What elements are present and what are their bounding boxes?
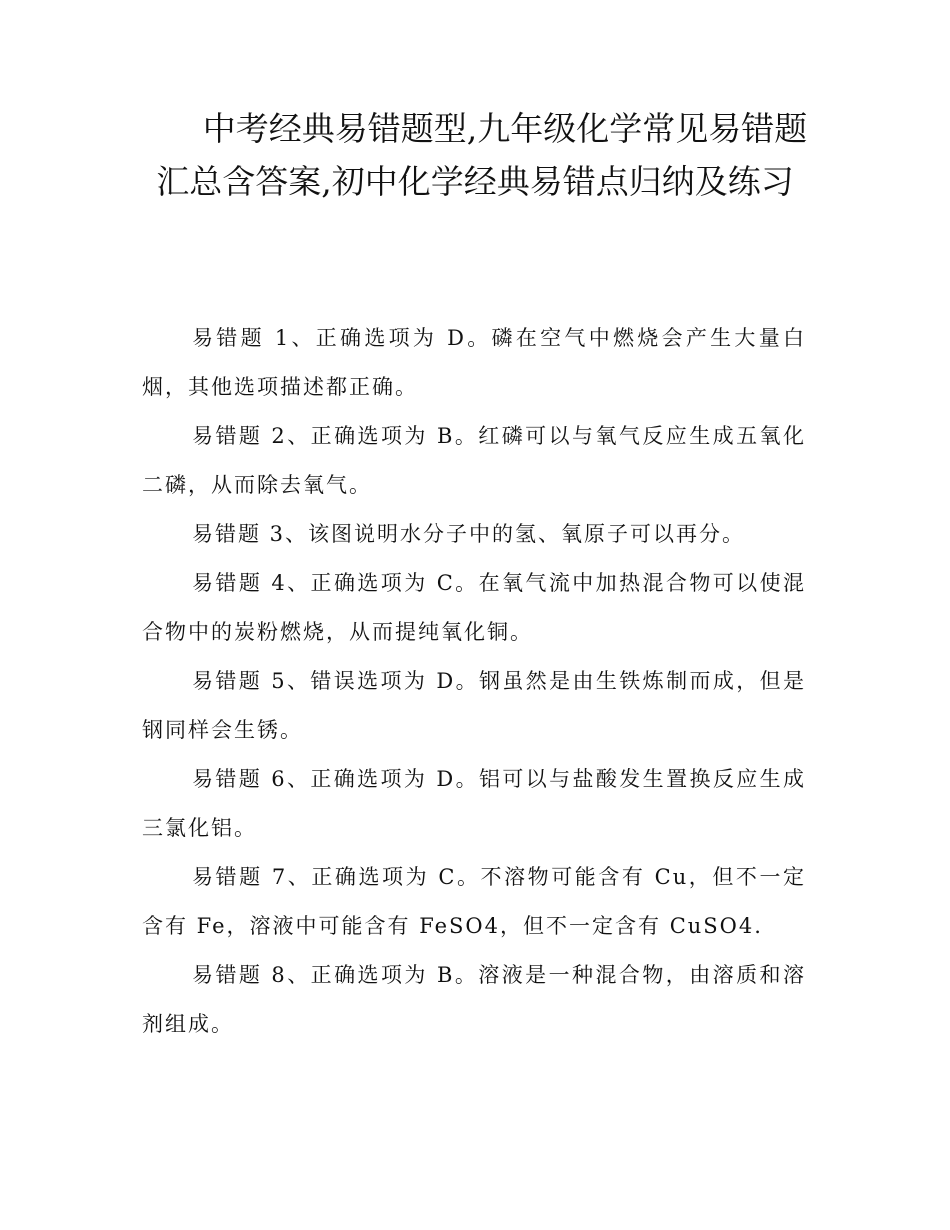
document-body [142, 314, 806, 1049]
answer-paragraph-5: 易错题 5、错误选项为 D。钢虽然是由生铁炼制而成，但是钢同样会生锈。 [142, 669, 806, 742]
answer-paragraph-3: 易错题 3、该图说明水分子中的氢、氧原子可以再分。 [192, 522, 746, 546]
answer-paragraph-8: 易错题 8、正确选项为 B。溶液是一种混合物，由溶质和溶剂组成。 [142, 963, 806, 1036]
answer-paragraph-7: 易错题 7、正确选项为 C。不溶物可能含有 Cu，但不一定含有 Fe，溶液中可能含有 FeSO4，但不一定含有 CuSO4. [142, 865, 806, 938]
answer-paragraph-4: 易错题 4、正确选项为 C。在氧气流中加热混合物可以使混合物中的炭粉燃烧，从而提纯氧化铜。 [142, 571, 806, 644]
answer-paragraph-2: 易错题 2、正确选项为 B。红磷可以与氧气反应生成五氧化二磷，从而除去氧气。 [142, 424, 806, 497]
document-title: 中考经典易错题型,九年级化学常见易错题汇总含答案,初中化学经典易错点归纳及练习 [156, 109, 808, 201]
answer-paragraph-6: 易错题 6、正确选项为 D。铝可以与盐酸发生置换反应生成三氯化铝。 [142, 767, 806, 840]
answer-paragraph-1: 易错题 1、正确选项为 D。磷在空气中燃烧会产生大量白烟，其他选项描述都正确。 [142, 326, 806, 399]
